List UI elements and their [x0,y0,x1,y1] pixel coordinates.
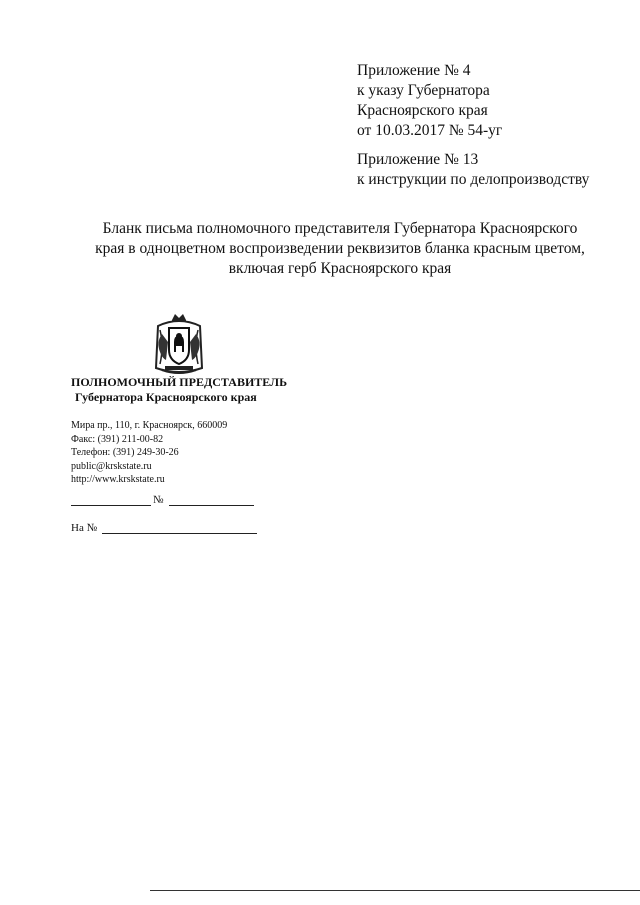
appendix-13-reference [357,150,589,190]
appendix-line: от 10.03.2017 № 54-уг [357,122,503,139]
organization-subtitle: Губернатора Красноярского края [75,390,257,404]
email: public@krskstate.ru [71,460,152,472]
appendix-line: к указу Губернатора [357,82,490,99]
organization-name [71,375,287,405]
appendix-line: Красноярского края [357,102,488,119]
appendix-4-reference [357,61,502,141]
contact-details [71,419,227,487]
fax: Факс: (391) 211-00-82 [71,433,164,445]
appendix-line: к инструкции по делопроизводству [357,171,590,188]
appendix-line: Приложение № 13 [357,151,479,168]
appendix-line: Приложение № 4 [357,62,471,79]
reference-blank-line [102,533,257,534]
reference-label: На № [71,522,98,534]
page-bottom-rule [150,890,640,891]
number-blank-line [169,505,254,506]
address: Мира пр., 110, г. Красноярск, 660009 [71,420,228,431]
form-title-line: включая герб Красноярского края [228,260,452,277]
form-title [70,219,610,279]
registration-number-row [71,494,271,508]
date-blank-line [71,505,151,506]
website: http://www.krskstate.ru [71,474,165,485]
phone: Телефон: (391) 249-30-26 [71,447,179,458]
reference-row [71,522,271,536]
form-title-line: края в одноцветном воспроизведении реквизитов бланка красным цветом, [95,240,585,257]
form-title-line: Бланк письма полномочного представителя Губернатора Красноярского [102,220,578,237]
coat-of-arms-icon [150,312,208,378]
number-sign: № [153,494,164,506]
organization-title: ПОЛНОМОЧНЫЙ ПРЕДСТАВИТЕЛЬ [71,375,288,389]
